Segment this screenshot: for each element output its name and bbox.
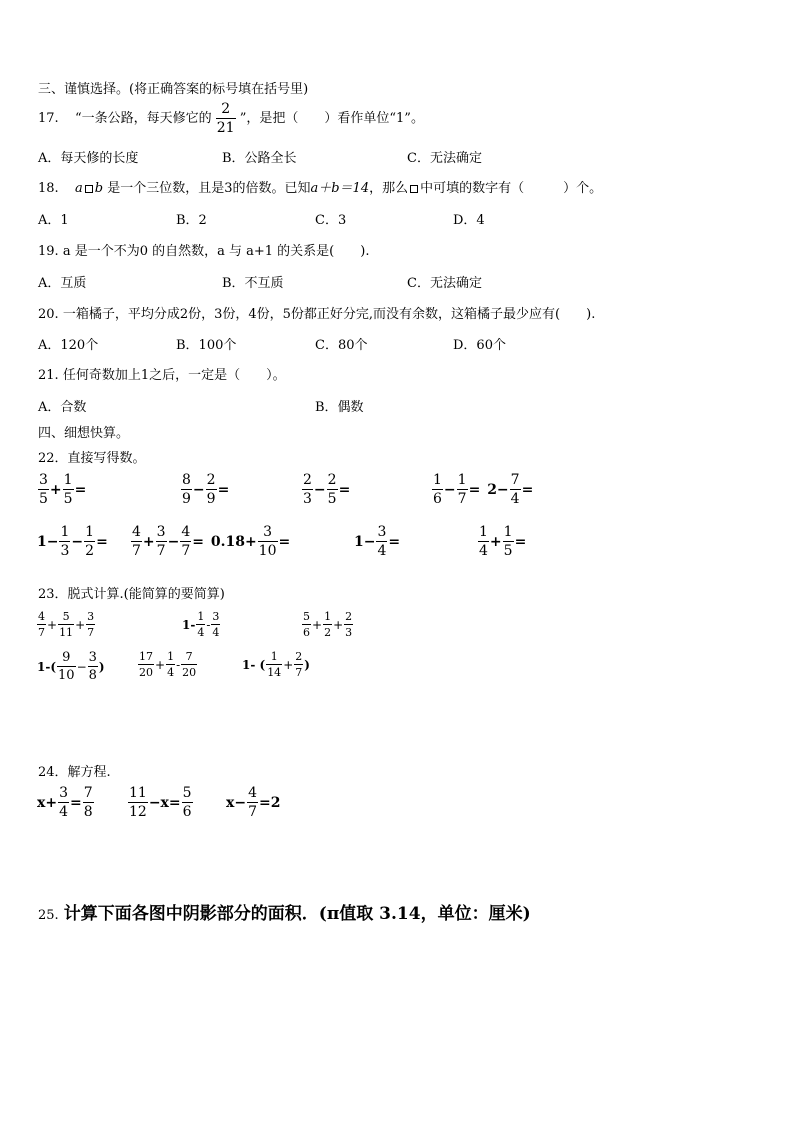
fraction-denominator: 7 (295, 666, 303, 679)
math-operator: = (338, 481, 351, 498)
math-operator: = (96, 533, 108, 550)
q17-option-a[interactable]: A．每天修的长度 (38, 151, 139, 166)
q19-option-a[interactable]: A．互质 (38, 276, 87, 291)
fraction-numerator: 1 (167, 650, 175, 663)
fraction (432, 473, 443, 506)
fraction (88, 651, 98, 682)
fraction-numerator: 3 (156, 524, 166, 540)
q23-expr-1 (37, 611, 95, 638)
q21-text: 任何奇数加上1之后，一定是（ ）。 (62, 368, 286, 383)
fraction-denominator: 8 (88, 668, 97, 683)
q18-option-c[interactable]: C．3 (315, 213, 347, 228)
fraction-denominator: 7 (181, 543, 191, 559)
math-operator: x+ (37, 794, 58, 811)
q22-expr-7 (353, 525, 401, 558)
fraction-denominator: 5 (503, 543, 513, 559)
fraction (302, 611, 311, 638)
fraction-numerator: 1 (503, 524, 513, 540)
q23-title: 23．脱式计算.(能简算的要简算) (38, 587, 225, 602)
fraction (510, 473, 521, 506)
fraction-numerator: 4 (132, 524, 141, 540)
fraction (84, 525, 95, 558)
question-21 (38, 364, 286, 383)
fraction-numerator: 1 (457, 472, 467, 488)
q18-digit-a: a (74, 181, 83, 196)
fraction (180, 525, 191, 558)
q24-title: 24．解方程. (38, 765, 111, 780)
math-operator: + (142, 533, 155, 550)
math-operator: = (514, 533, 527, 550)
math-operator: + (489, 533, 502, 550)
math-operator: + (49, 481, 62, 498)
q22-expr-8 (478, 525, 527, 558)
q24-equation-3 (225, 786, 281, 819)
fraction-denominator: 4 (377, 543, 387, 559)
question-19 (38, 240, 369, 259)
fraction-denominator: 7 (38, 626, 45, 639)
fraction-denominator: 4 (510, 491, 520, 507)
math-operator: = (388, 533, 401, 550)
math-operator: + (333, 617, 344, 632)
math-operator: − (313, 481, 326, 498)
fraction-numerator: 4 (38, 610, 45, 623)
fraction-numerator: 1 (324, 610, 332, 623)
math-operator: = (217, 481, 230, 498)
fraction (156, 525, 167, 558)
fraction (182, 786, 193, 819)
q23-expr-3 (302, 611, 353, 638)
fraction (86, 611, 95, 638)
q25-number: 25. (38, 908, 59, 923)
q23-expr-4 (36, 651, 106, 682)
q18-text-2: ，那么 (369, 181, 409, 196)
q20-text: 一箱橘子，平均分成2份，3份，4份，5份都正好分完,而没有余数，这箱橘子最少应有( ). (62, 307, 596, 322)
q18-text-1: 是一个三位数，且是3的倍数。已知 (107, 181, 311, 196)
fraction-numerator: 1 (433, 472, 442, 488)
fraction-denominator: 4 (212, 626, 220, 639)
fraction-denominator: 6 (182, 804, 192, 820)
fraction-denominator: 4 (167, 666, 175, 679)
math-operator: = (278, 533, 291, 550)
fraction-numerator: 3 (87, 610, 95, 623)
math-operator: ) (98, 659, 105, 674)
fraction (138, 651, 154, 678)
fraction-denominator: 7 (156, 543, 166, 559)
math-operator: − (76, 659, 87, 674)
math-operator: 2− (487, 481, 509, 498)
fraction-numerator: 4 (248, 785, 257, 801)
fraction-denominator: 3 (303, 491, 312, 507)
q25-text: 计算下面各图中阴影部分的面积．(π值取 3.14，单位：厘米) (63, 904, 531, 924)
q22-expr-4 (432, 473, 534, 506)
fraction (211, 611, 220, 638)
fraction-numerator: 3 (88, 650, 97, 665)
fraction-denominator: 11 (59, 626, 74, 639)
math-operator: = (468, 481, 481, 498)
fraction (58, 786, 69, 819)
math-operator: + (155, 657, 166, 672)
q19-option-c[interactable]: C．无法确定 (407, 276, 482, 291)
math-operator: 1- ( (242, 657, 266, 672)
fraction-numerator: 1 (63, 472, 73, 488)
math-operator: + (47, 617, 58, 632)
fraction-numerator: 17 (139, 650, 153, 663)
fraction-numerator: 11 (129, 785, 147, 801)
fraction (196, 611, 205, 638)
section-3-title: 三、谨慎选择。(将正确答案的标号填在括号里) (38, 82, 309, 97)
fraction (83, 786, 94, 819)
q21-option-b[interactable]: B．偶数 (315, 400, 364, 415)
question-18 (38, 177, 602, 196)
fraction (58, 611, 74, 638)
q17-frac-num: 2 (221, 101, 231, 117)
fraction (294, 651, 303, 678)
fraction-numerator: 3 (212, 610, 220, 623)
math-operator: = (74, 481, 87, 498)
section-4-title: 四、细想快算。 (38, 426, 130, 441)
fraction (302, 473, 313, 506)
fraction-numerator: 2 (206, 472, 216, 488)
fraction-numerator: 2 (327, 472, 337, 488)
fraction-denominator: 4 (479, 543, 488, 559)
fraction-denominator: 5 (63, 491, 73, 507)
q18-digit-b: b (94, 181, 104, 196)
q17-option-c[interactable]: C．无法确定 (407, 151, 482, 166)
fraction-numerator: 1 (197, 610, 205, 623)
fraction (37, 611, 46, 638)
q17-frac-den: 21 (216, 120, 235, 136)
fraction-denominator: 7 (87, 626, 95, 639)
fraction (131, 525, 142, 558)
fraction-numerator: 3 (263, 524, 273, 540)
fraction-denominator: 7 (457, 491, 467, 507)
math-operator: − (192, 481, 205, 498)
math-operator: 1- (182, 617, 196, 632)
fraction (503, 525, 514, 558)
fraction-denominator: 5 (39, 491, 48, 507)
q22-title: 22．直接写得数。 (38, 451, 146, 466)
fraction-numerator: 5 (182, 785, 192, 801)
q18-option-d[interactable]: D．4 (453, 213, 485, 228)
fraction (59, 525, 70, 558)
q17-option-b[interactable]: B．公路全长 (222, 151, 297, 166)
fraction-denominator: 4 (59, 804, 68, 820)
q22-expr-6 (131, 525, 291, 558)
q23-expr-6 (241, 651, 311, 678)
fraction-numerator: 3 (39, 472, 48, 488)
fraction-numerator: 5 (62, 610, 70, 623)
fraction-denominator: 2 (85, 543, 95, 559)
fraction-denominator: 7 (132, 543, 141, 559)
math-operator: − (71, 533, 84, 550)
q18-option-a[interactable]: A．1 (38, 213, 69, 228)
q19-text: a 是一个不为0 的自然数，a 与 a+1 的关系是( ). (62, 244, 370, 259)
fraction-denominator: 12 (129, 804, 147, 820)
fraction-denominator: 20 (182, 666, 197, 679)
fraction-numerator: 2 (345, 610, 353, 623)
fraction (457, 473, 468, 506)
fraction (128, 786, 148, 819)
fraction-numerator: 5 (303, 610, 310, 623)
fraction-numerator: 7 (185, 650, 193, 663)
fraction-numerator: 9 (62, 650, 71, 665)
fraction-denominator: 2 (324, 626, 332, 639)
fraction (57, 651, 76, 682)
fraction (376, 525, 387, 558)
q18-number: 18. (38, 181, 59, 196)
math-operator: −x= (148, 794, 181, 811)
fraction-numerator: 3 (377, 524, 387, 540)
math-operator: = (192, 533, 204, 550)
fraction-numerator: 3 (59, 785, 68, 801)
fraction (258, 525, 278, 558)
q22-expr-2 (181, 473, 230, 506)
fraction-numerator: 7 (510, 472, 520, 488)
q19-number: 19. (38, 244, 59, 259)
q18-text-3: 中可填的数字有（ ）个。 (420, 181, 603, 196)
q24-equation-2 (128, 786, 193, 819)
fraction (344, 611, 353, 638)
q18-option-b[interactable]: B．2 (176, 213, 207, 228)
fraction-denominator: 10 (258, 543, 277, 559)
q20-option-a[interactable]: A．120个 (38, 338, 99, 353)
q21-number: 21. (38, 368, 59, 383)
math-operator: = (70, 794, 82, 811)
math-operator: 1-( (37, 659, 57, 674)
fraction-numerator: 4 (181, 524, 191, 540)
fraction-numerator: 1 (479, 524, 488, 540)
fraction (38, 473, 49, 506)
math-operator: =2 (259, 794, 281, 811)
fraction-denominator: 14 (267, 666, 282, 679)
question-20 (38, 303, 595, 322)
q21-option-a[interactable]: A．合数 (38, 400, 87, 415)
q20-option-d[interactable]: D．60个 (453, 338, 506, 353)
fraction-denominator: 4 (197, 626, 205, 639)
fraction (206, 473, 217, 506)
math-operator: - (206, 617, 211, 632)
math-operator: 0.18+ (210, 533, 257, 550)
fraction (327, 473, 338, 506)
math-operator: − (443, 481, 456, 498)
math-operator: ) (304, 657, 310, 672)
q24-equation-1 (36, 786, 94, 819)
fraction-numerator: 8 (182, 472, 191, 488)
fraction-denominator: 9 (182, 491, 191, 507)
fraction (266, 651, 282, 678)
math-operator: + (75, 617, 86, 632)
fraction (181, 473, 192, 506)
q19-option-b[interactable]: B．不互质 (222, 276, 284, 291)
question-25 (38, 899, 531, 924)
fraction-numerator: 2 (303, 472, 312, 488)
math-operator: 1− (354, 533, 376, 550)
fraction-denominator: 10 (58, 668, 75, 683)
q18-equation: a＋b＝14 (310, 181, 370, 196)
q17-text-post: ”，是把（ ）看作单位“1”。 (239, 111, 424, 126)
math-operator: + (312, 617, 323, 632)
fraction-denominator: 8 (83, 804, 93, 820)
math-operator: x− (226, 794, 247, 811)
fraction-denominator: 7 (248, 804, 257, 820)
q20-number: 20. (38, 307, 59, 322)
q23-expr-5 (138, 651, 197, 678)
fraction-numerator: 2 (295, 650, 303, 663)
math-operator: - (176, 657, 181, 672)
math-operator: = (521, 481, 534, 498)
fraction (181, 651, 197, 678)
q20-option-c[interactable]: C．80个 (315, 338, 368, 353)
fraction-denominator: 3 (60, 543, 70, 559)
blank-square-icon (85, 185, 93, 193)
fraction-denominator: 9 (206, 491, 216, 507)
fraction (63, 473, 74, 506)
q20-option-b[interactable]: B．100个 (176, 338, 237, 353)
math-operator: 1− (37, 533, 59, 550)
q22-expr-5 (36, 525, 109, 558)
fraction-numerator: 7 (83, 785, 93, 801)
q23-expr-2 (181, 611, 220, 638)
fraction (216, 102, 236, 135)
q17-text-pre: “一条公路，每天修它的 (74, 111, 212, 126)
q22-expr-3 (302, 473, 351, 506)
question-17 (38, 102, 424, 135)
fraction-denominator: 20 (139, 666, 153, 679)
fraction (166, 651, 175, 678)
fraction-denominator: 3 (345, 626, 353, 639)
blank-square-icon (410, 185, 418, 193)
fraction (478, 525, 489, 558)
fraction-denominator: 5 (327, 491, 337, 507)
fraction-numerator: 1 (60, 524, 70, 540)
fraction-denominator: 6 (433, 491, 442, 507)
fraction-numerator: 1 (270, 650, 278, 663)
fraction (323, 611, 332, 638)
fraction-numerator: 1 (85, 524, 95, 540)
q17-number: 17. (38, 111, 59, 126)
q22-expr-1 (38, 473, 87, 506)
fraction-denominator: 6 (303, 626, 310, 639)
math-operator: − (167, 533, 180, 550)
fraction (247, 786, 258, 819)
math-operator: + (283, 657, 294, 672)
